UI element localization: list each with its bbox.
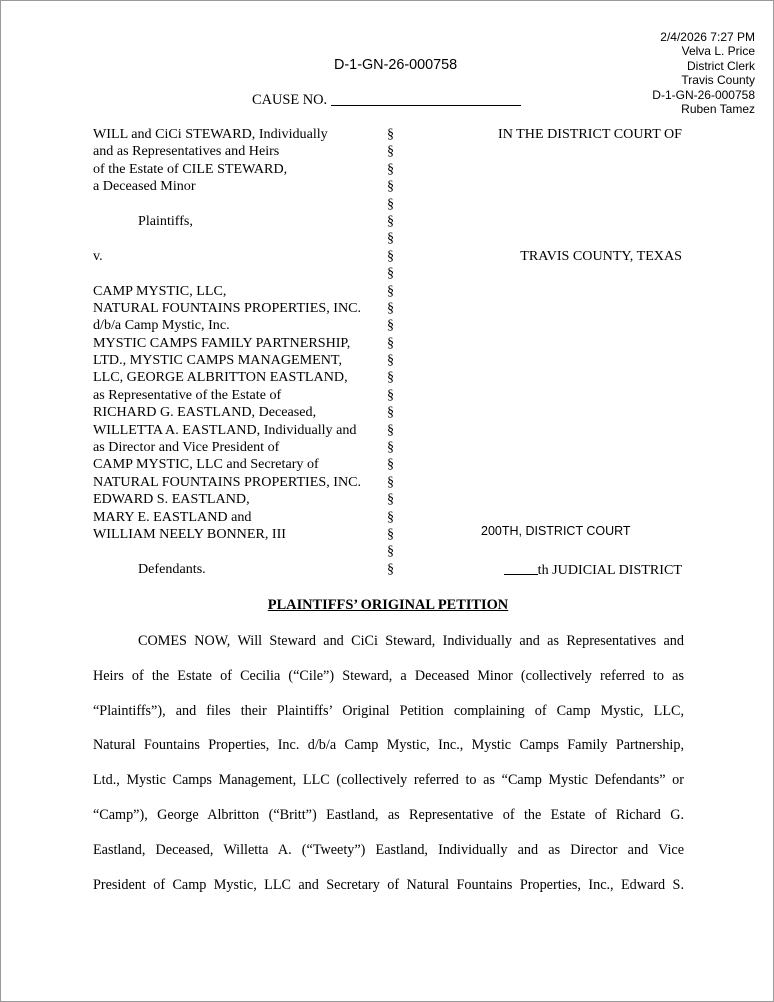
stamp-line-datetime: 2/4/2026 7:27 PM [660, 30, 755, 44]
section-symbol: § [387, 508, 395, 525]
petition-body [93, 627, 684, 905]
section-symbol: § [387, 143, 395, 160]
section-symbol: § [387, 421, 395, 438]
caption-line-versus: v. [93, 247, 103, 264]
section-symbol: § [387, 525, 395, 542]
caption-line: of the Estate of CILE STEWARD, [93, 160, 288, 177]
judicial-district [504, 562, 682, 579]
caption-line: RICHARD G. EASTLAND, Deceased, [93, 404, 317, 421]
caption-line: WILLIAM NEELY BONNER, III [93, 525, 286, 542]
caption-line-plaintiffs: Plaintiffs, [138, 212, 193, 229]
caption-line: CAMP MYSTIC, LLC and Secretary of [93, 456, 319, 473]
stamp-line-deputy: Ruben Tamez [681, 102, 755, 117]
body-line: COMES NOW, Will Steward and CiCi Steward, Individually and as Representatives and [138, 633, 684, 649]
caption-line: LLC, GEORGE ALBRITTON EASTLAND, [93, 369, 348, 386]
section-symbol: § [387, 491, 395, 508]
document-title: PLAINTIFFS’ ORIGINAL PETITION [267, 597, 509, 613]
section-symbol-column [387, 126, 394, 578]
caption-line: a Deceased Minor [93, 178, 196, 195]
stamp-line-clerk-name: Velva L. Price [681, 44, 755, 59]
caption-line: and as Representatives and Heirs [93, 143, 280, 160]
section-symbol: § [387, 386, 395, 403]
judicial-district-suffix: th JUDICIAL DISTRICT [537, 562, 682, 578]
caption-line: NATURAL FOUNTAINS PROPERTIES, INC. [93, 473, 362, 490]
judicial-district-blank [504, 574, 538, 575]
caption-line: WILLETTA A. EASTLAND, Individually and [93, 421, 357, 438]
caption-line: WILL and CiCi STEWARD, Individually [93, 126, 328, 142]
section-symbol: § [387, 317, 395, 334]
section-symbol: § [387, 247, 395, 264]
stamp-line-clerk-title: District Clerk [687, 58, 755, 73]
section-symbol: § [387, 126, 395, 142]
filing-stamp [652, 30, 755, 116]
caption-line [93, 196, 361, 213]
caption-line: CAMP MYSTIC, LLC, [93, 282, 227, 299]
cause-number-label [252, 92, 521, 109]
section-symbol: § [387, 473, 395, 490]
caption-line: as Representative of the Estate of [93, 386, 282, 403]
section-symbol: § [387, 369, 395, 386]
district-court-fill: 200TH, DISTRICT COURT [481, 524, 631, 538]
caption-line: NATURAL FOUNTAINS PROPERTIES, INC. [93, 299, 362, 316]
court-name: IN THE DISTRICT COURT OF [498, 126, 682, 142]
caption-line [93, 543, 361, 560]
section-symbol: § [387, 456, 395, 473]
section-symbol: § [387, 160, 395, 177]
caption-line: MYSTIC CAMPS FAMILY PARTNERSHIP, [93, 334, 351, 351]
section-symbol: § [387, 212, 395, 229]
stamp-line-county: Travis County [681, 73, 755, 88]
caption-line: LTD., MYSTIC CAMPS MANAGEMENT, [93, 352, 343, 369]
section-symbol: § [387, 195, 395, 212]
caption-line: EDWARD S. EASTLAND, [93, 491, 250, 508]
section-symbol: § [387, 299, 395, 316]
section-symbol: § [387, 265, 395, 282]
caption-line [93, 230, 361, 247]
section-symbol: § [387, 439, 395, 456]
caption-line-defendants: Defendants. [138, 560, 206, 577]
section-symbol: § [387, 543, 395, 560]
body-line: Eastland, Deceased, Willetta A. (“Tweety”) Eastland, Individually and as Director and Vice [93, 841, 684, 858]
cause-number-blank-line [331, 105, 521, 106]
cause-number-header: D-1-GN-26-000758 [334, 57, 458, 73]
cause-label-text: CAUSE NO. [252, 92, 328, 108]
body-line: Heirs of the Estate of Cecilia (“Cile”) Steward, a Deceased Minor (collectively referred to as [93, 667, 684, 684]
section-symbol: § [387, 352, 395, 369]
caption-parties [93, 126, 361, 578]
caption-line: d/b/a Camp Mystic, Inc. [93, 317, 230, 334]
section-symbol: § [387, 178, 395, 195]
section-symbol: § [387, 404, 395, 421]
section-symbol: § [387, 560, 395, 577]
section-symbol: § [387, 230, 395, 247]
body-line: Ltd., Mystic Camps Management, LLC (collectively referred to as “Camp Mystic Defendants” or [93, 772, 684, 789]
stamp-line-cause-number: D-1-GN-26-000758 [652, 87, 755, 102]
caption-line: MARY E. EASTLAND and [93, 508, 252, 525]
county-name: TRAVIS COUNTY, TEXAS [520, 248, 682, 264]
body-line: President of Camp Mystic, LLC and Secretary of Natural Fountains Properties, Inc., Edward S. [93, 876, 684, 893]
section-symbol: § [387, 334, 395, 351]
caption-line [93, 265, 361, 282]
section-symbol: § [387, 282, 395, 299]
body-line: Natural Fountains Properties, Inc. d/b/a Camp Mystic, Inc., Mystic Camps Family Partnership, [93, 737, 684, 754]
body-line: “Camp”), George Albritton (“Britt”) Eastland, as Representative of the Estate of Richard G. [93, 806, 684, 823]
caption-line: as Director and Vice President of [93, 439, 280, 456]
body-line: “Plaintiffs”), and files their Plaintiffs’ Original Petition complaining of Camp Mystic, LLC, [93, 702, 684, 719]
